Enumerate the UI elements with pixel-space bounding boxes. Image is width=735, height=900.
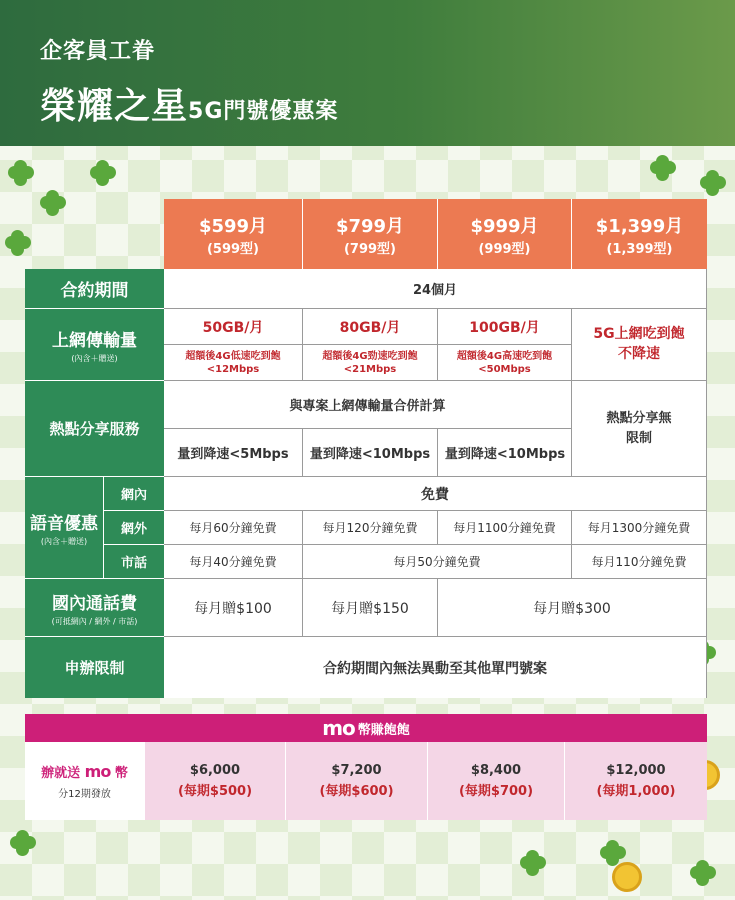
- domestic-999-1399: 每月贈$300: [438, 579, 707, 637]
- hotspot-speed-999: 量到降速<10Mbps: [444, 447, 566, 462]
- voice-offnet-999: 每月1100分鐘免費: [438, 511, 572, 545]
- hotspot-speed-799: 量到降速<10Mbps: [303, 429, 438, 476]
- clover-icon: [650, 155, 676, 181]
- data-plan-999: 100GB/月 超額後4G高速吃到飽<50Mbps: [438, 309, 572, 381]
- domestic-label: 國內通話費 (可抵網內 / 網外 / 市話): [25, 579, 164, 637]
- voice-onnet-value: 免費: [164, 477, 707, 511]
- hotspot-shared-text: 與專案上網傳輸量合併計算: [164, 381, 571, 429]
- voice-landline-1399: 每月110分鐘免費: [572, 545, 707, 579]
- voice-landline-799-999: 每月50分鐘免費: [303, 545, 572, 579]
- hotspot-speed-599: 量到降速<5Mbps: [164, 429, 303, 476]
- voice-landline-label: 市話: [103, 545, 164, 579]
- plan-header-799: [303, 199, 438, 269]
- plan-price: $599月: [198, 215, 268, 237]
- mo-logo: mo: [322, 716, 355, 740]
- mo-coin-999: $8,400 (每期$700): [428, 742, 565, 820]
- plan-header-1399: [572, 199, 707, 269]
- plan-price: $799月: [335, 215, 405, 237]
- voice-offnet-1399: 每月1300分鐘免費: [572, 511, 707, 545]
- clover-icon: [90, 160, 116, 186]
- plan-type: (999型): [478, 241, 531, 257]
- mo-coin-1399: $12,000 (每期1,000): [565, 742, 707, 820]
- contract-label: 合約期間: [25, 269, 164, 309]
- domestic-599: 每月贈$100: [164, 579, 303, 637]
- voice-onnet-label: 網內: [103, 477, 164, 511]
- plan-header-999: [438, 199, 572, 269]
- mo-coin-header: [25, 714, 707, 742]
- mo-coin-title: 幣賺飽飽: [357, 722, 410, 738]
- mo-coin-label: 辦就送 mo 幣 分12期發放: [25, 742, 145, 820]
- voice-landline-599: 每月40分鐘免費: [164, 545, 303, 579]
- plan-price: $999月: [470, 215, 539, 237]
- coin-icon: [612, 862, 642, 892]
- clover-icon: [8, 160, 34, 186]
- page-header: [0, 0, 735, 146]
- plan-price: $1,399月: [595, 215, 684, 237]
- voice-offnet-label: 網外: [103, 511, 164, 545]
- hotspot-unlimited: 熱點分享無限制: [572, 381, 707, 477]
- clover-icon: [700, 170, 726, 196]
- contract-value: 24個月: [164, 269, 707, 309]
- hotspot-shared: [164, 381, 572, 477]
- header-title-main: 榮耀之星: [40, 86, 189, 127]
- header-title-suffix: 5G門號優惠案: [188, 99, 339, 124]
- clover-icon: [520, 850, 546, 876]
- header-subtitle: 企客員工眷: [40, 39, 156, 64]
- header-title: [40, 78, 338, 129]
- clover-icon: [690, 860, 716, 886]
- mo-coin-799: $7,200 (每期$600): [286, 742, 428, 820]
- clover-icon: [10, 830, 36, 856]
- plan-type: (599型): [206, 241, 260, 257]
- plan-header-599: [164, 199, 303, 269]
- data-label: 上網傳輸量 (內含＋贈送): [25, 309, 164, 381]
- voice-label: 語音優惠 (內含＋贈送): [25, 477, 103, 579]
- restriction-label: 申辦限制: [25, 637, 164, 698]
- domestic-799: 每月贈$150: [303, 579, 438, 637]
- mo-coin-section: [25, 714, 707, 820]
- data-plan-1399: 5G上網吃到飽不降速: [572, 309, 707, 381]
- plan-type: (1,399型): [606, 241, 673, 257]
- mo-coin-599: $6,000 (每期$500): [145, 742, 286, 820]
- hotspot-label: 熱點分享服務: [25, 381, 164, 477]
- plan-table: [25, 199, 707, 698]
- restriction-value: 合約期間內無法異動至其他單門號案: [164, 637, 707, 698]
- data-plan-799: 80GB/月 超額後4G勁速吃到飽<21Mbps: [303, 309, 438, 381]
- table-corner: [25, 199, 164, 269]
- voice-offnet-599: 每月60分鐘免費: [164, 511, 303, 545]
- data-plan-599: 50GB/月 超額後4G低速吃到飽<12Mbps: [164, 309, 303, 381]
- plan-type: (799型): [343, 241, 397, 257]
- voice-offnet-799: 每月120分鐘免費: [303, 511, 438, 545]
